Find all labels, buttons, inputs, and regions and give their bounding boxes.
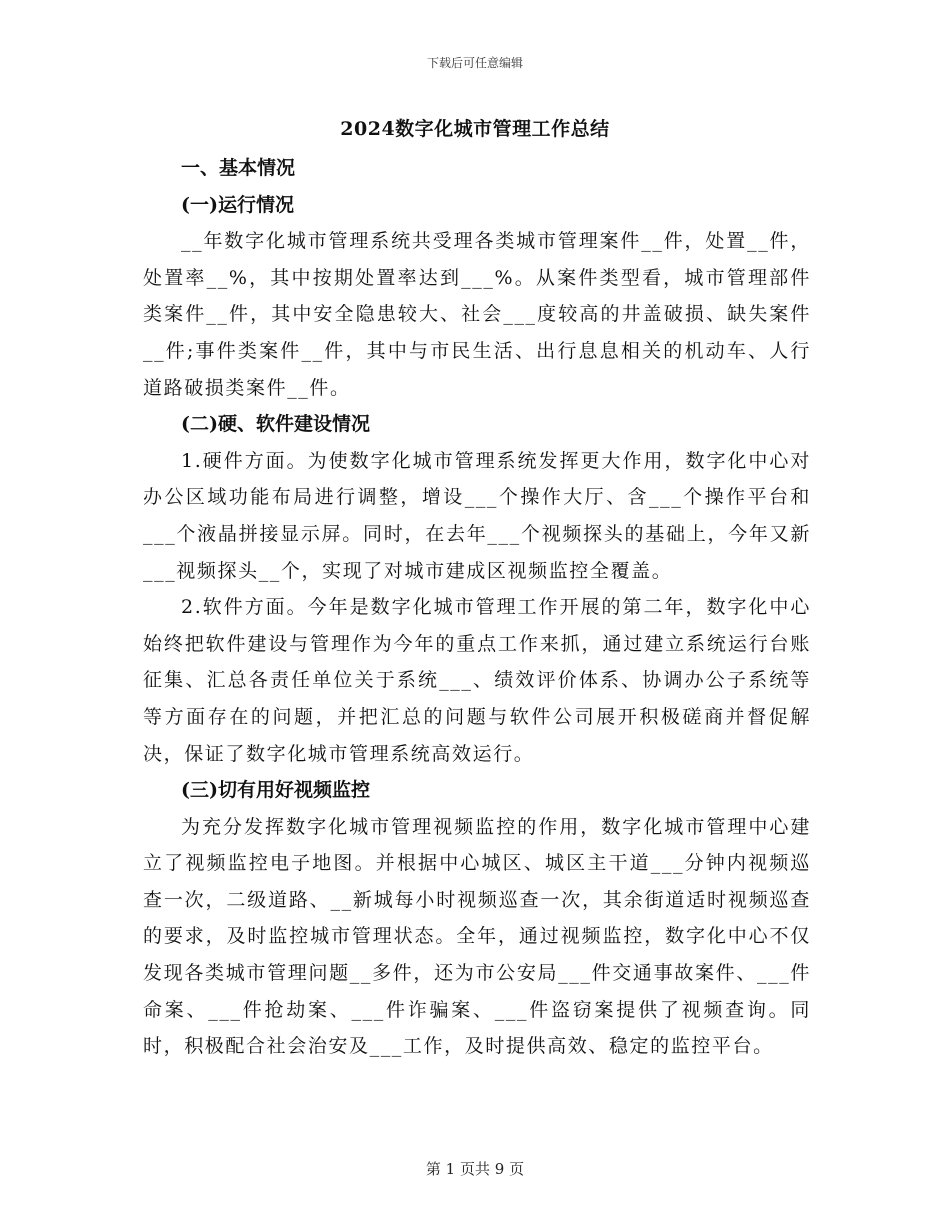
page-number: 第 1 页共 9 页: [425, 1160, 525, 1178]
paragraph-operation: __年数字化城市管理系统共受理各类城市管理案件__件，处置__件，处置率__%，其中按期处置率达到___%。从案件类型看，城市管理部件类案件__件，其中安全隐患较大、社会___度较高的井盖破损、缺失案件__件;事件类案件__件，其中与市民生活、出行息息相关的机动车、人行道路破损类案件__件。: [143, 230, 811, 399]
subsection-heading-operation: (一)运行情况: [181, 193, 294, 216]
paragraph-software: 2.软件方面。今年是数字化城市管理工作开展的第二年，数字化中心始终把软件建设与管理作为今年的重点工作来抓，通过建立系统运行台账征集、汇总各责任单位关于系统___、绩效评价体系、协调办公子系统等等方面存在的问题，并把汇总的问题与软件公司展开积极磋商并督促解决，保证了数字化城市管理系统高效运行。: [143, 596, 811, 765]
subsection-heading-hardware-software: (二)硬、软件建设情况: [181, 413, 370, 436]
document-title: 2024数字化城市管理工作总结: [340, 118, 610, 140]
header-note: 下载后可任意编辑: [426, 56, 523, 70]
document-body: [143, 150, 811, 1065]
section-heading-basic: 一、基本情况: [181, 157, 296, 179]
subsection-heading-video-monitoring: (三)切有用好视频监控: [181, 779, 370, 802]
paragraph-video-monitoring: 为充分发挥数字化城市管理视频监控的作用，数字化城市管理中心建立了视频监控电子地图。并根据中心城区、城区主干道___分钟内视频巡查一次，二级道路、__新城每小时视频巡查一次，其余街道适时视频巡查的要求，及时监控城市管理状态。全年，通过视频监控，数字化中心不仅发现各类城市管理问题__多件，还为市公安局___件交通事故案件、___件命案、___件抢劫案、___件诈骗案、___件盗窃案提供了视频查询。同时，积极配合社会治安及___工作，及时提供高效、稳定的监控平台。: [143, 815, 811, 1058]
paragraph-hardware: 1.硬件方面。为使数字化城市管理系统发挥更大作用，数字化中心对办公区域功能布局进行调整，增设___个操作大厅、含___个操作平台和___个液晶拼接显示屏。同时，在去年___个视频探头的基础上，今年又新___视频探头__个，实现了对城市建成区视频监控全覆盖。: [143, 449, 811, 582]
